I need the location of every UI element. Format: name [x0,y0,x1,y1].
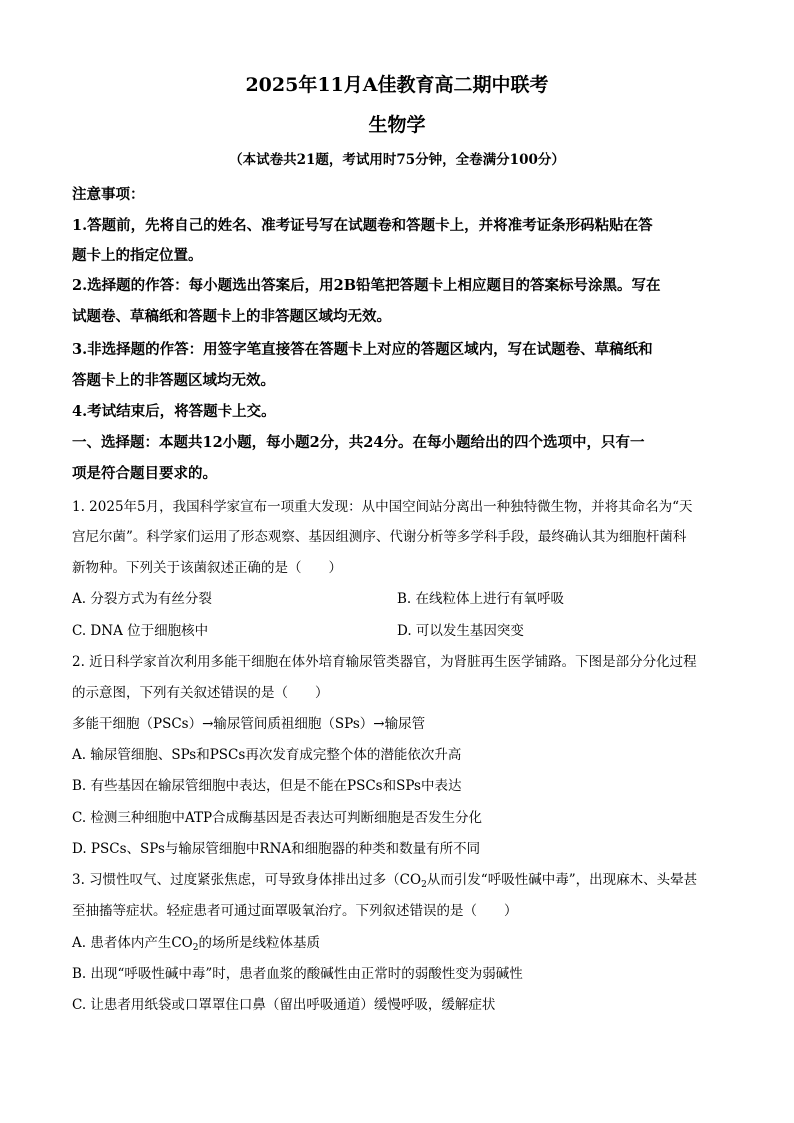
section-1-line-1: 一、选择题：本题共12小题，每小题2分，共24分。在每小题给出的四个选项中，只有一 [72,434,645,451]
question-2-option-c: C. 检测三种细胞中ATP合成酶基因是否表达可判断细胞是否发生分化 [72,810,483,826]
question-3-option-a-part-1: A. 患者体内产生CO [72,935,193,951]
note-1-line-1: 1.答题前，先将自己的姓名、准考证号写在试题卷和答题卡上，并将准考证条形码粘贴在答 [72,217,653,234]
question-3-option-a-part-2: 的场所是线粒体基质 [198,935,320,951]
note-4: 4.考试结束后，将答题卡上交。 [72,403,276,420]
question-3-line-2: 至抽搐等症状。轻症患者可通过面罩吸氧治疗。下列叙述错误的是（ ） [72,903,518,919]
exam-info: （本试卷共21题，考试用时75分钟，全卷满分100分） [229,152,565,168]
question-1-option-d: D. 可以发生基因突变 [397,623,524,639]
question-1-line-1: 1. 2025年5月，我国科学家宣布一项重大发现：从中国空间站分离出一种独特微生物，并将其命名为“天 [72,499,693,515]
question-1-line-2: 宫尼尔菌”。科学家们运用了形态观察、基因组测序、代谢分析等多学科手段，最终确认其为细胞杆菌科 [72,529,687,545]
question-2-option-a: A. 输尿管细胞、SPs和PSCs再次发育成完整个体的潜能依次升高 [72,747,462,763]
question-2-line-1: 2. 近日科学家首次利用多能干细胞在体外培育输尿管类器官，为肾脏再生医学铺路。下图是部分分化过程 [72,654,697,670]
question-3-option-a [72,931,722,951]
note-2-line-1: 2.选择题的作答：每小题选出答案后，用2B铅笔把答题卡上相应题目的答案标号涂黑。写在 [72,277,661,294]
subject-title: 生物学 [368,114,426,136]
question-3-line-1-part-2: 从而引发“呼吸性碱中毒”，出现麻木、头晕甚 [426,872,698,888]
question-1-option-b: B. 在线粒体上进行有氧呼吸 [397,591,565,607]
question-2-line-2: 的示意图，下列有关叙述错误的是（ ） [72,685,329,701]
question-3-line-1 [72,868,722,888]
section-1-line-2: 项是符合题目要求的。 [72,465,217,482]
note-3-line-1: 3.非选择题的作答：用签字笔直接答在答题卡上对应的答题区域内，写在试题卷、草稿纸和 [72,341,653,358]
note-1-line-2: 题卡上的指定位置。 [72,247,203,264]
note-2-line-2: 试题卷、草稿纸和答题卡上的非答题区域均无效。 [72,308,391,325]
question-2-option-b: B. 有些基因在输尿管细胞中表达，但是不能在PSCs和SPs中表达 [72,778,462,794]
question-2-option-d: D. PSCs、SPs与输尿管细胞中RNA和细胞器的种类和数量有所不同 [72,841,481,857]
exam-title: 2025年11月A佳教育高二期中联考 [245,74,549,96]
question-1-option-a: A. 分裂方式为有丝分裂 [72,591,212,607]
co2-subscript: 2 [192,943,199,953]
question-3-option-b: B. 出现“呼吸性碱中毒”时，患者血浆的酸碱性由正常时的弱酸性变为弱碱性 [72,966,523,982]
question-2-figure: 多能干细胞（PSCs）→输尿管间质祖细胞（SPs）→输尿管 [72,716,426,732]
question-3-line-1-part-1: 3. 习惯性叹气、过度紧张焦虑，可导致身体排出过多（CO [72,872,422,888]
notes-heading: 注意事项： [72,186,145,203]
question-1-line-3: 新物种。下列关于该菌叙述正确的是（ ） [72,560,342,576]
question-3-option-c: C. 让患者用纸袋或口罩罩住口鼻（留出呼吸通道）缓慢呼吸，缓解症状 [72,997,496,1013]
question-1-option-c: C. DNA 位于细胞核中 [72,623,209,639]
co2-subscript: 2 [421,880,427,890]
note-3-line-2: 答题卡上的非答题区域均无效。 [72,372,275,389]
